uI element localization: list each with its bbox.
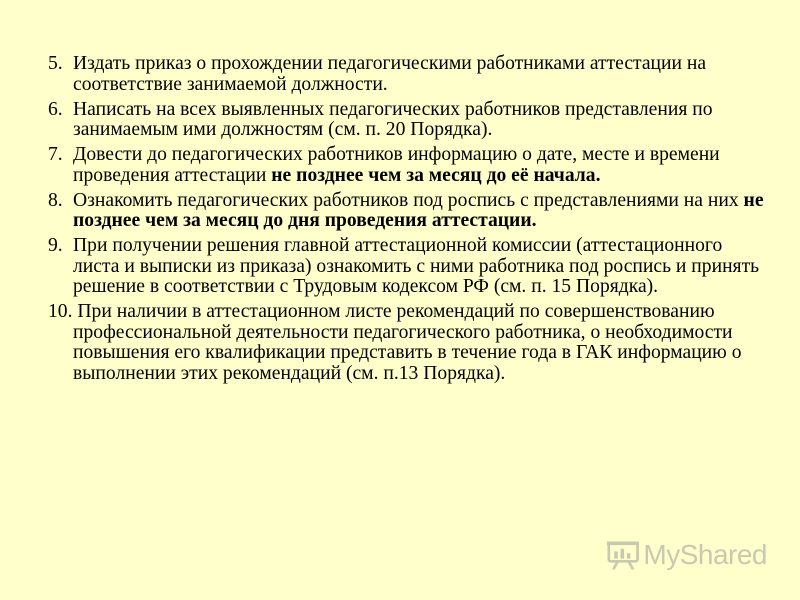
item-number: 7.	[48, 144, 63, 165]
presentation-board-icon	[607, 538, 639, 572]
list-item-7	[48, 145, 768, 186]
list-item-10	[48, 302, 768, 384]
list-item-8	[48, 191, 768, 232]
item-bold-text: не позднее чем за месяц до её начала.	[271, 164, 601, 186]
item-text: Довести до педагогических работников информацию о дате, месте и времени проведения аттестации	[73, 144, 720, 186]
logo-text: MyShared	[643, 539, 767, 570]
item-number: 8.	[48, 189, 63, 211]
item-text: При получении решения главной аттестационной комиссии (аттестационного листа и выписки из приказа) ознакомить с ними работника под роспись и принять решение в соответствии с Трудовым кодексом РФ (см. п. 15 Порядка).	[73, 235, 760, 297]
item-number: 5.	[48, 53, 63, 74]
item-bold-text: не позднее чем за месяц до дня проведения аттестации.	[73, 189, 764, 231]
list-item-9	[48, 236, 768, 298]
item-text: Ознакомить педагогических работников под роспись с представлениями на них	[73, 189, 744, 211]
item-number: 6.	[48, 98, 63, 120]
myshared-logo	[607, 537, 767, 573]
list-item-5	[48, 54, 768, 95]
item-text: Издать приказ о прохождении педагогическими работниками аттестации на соответствие занимаемой должности.	[73, 53, 707, 95]
item-number: 9.	[48, 235, 63, 256]
action-list	[48, 54, 768, 389]
item-text: При наличии в аттестационном листе рекомендаций по совершенствованию профессиональной деятельности педагогического работника, о необходимости повышения его квалификации представить в течение года в ГАК информацию о выполнении этих рекомендаций (см. п.13 Порядка).	[73, 301, 742, 384]
list-item-6	[48, 100, 768, 141]
item-number: 10.	[48, 301, 73, 322]
item-text: Написать на всех выявленных педагогических работников представления по занимаемым ими должностям (см. п. 20 Порядка).	[73, 98, 713, 140]
